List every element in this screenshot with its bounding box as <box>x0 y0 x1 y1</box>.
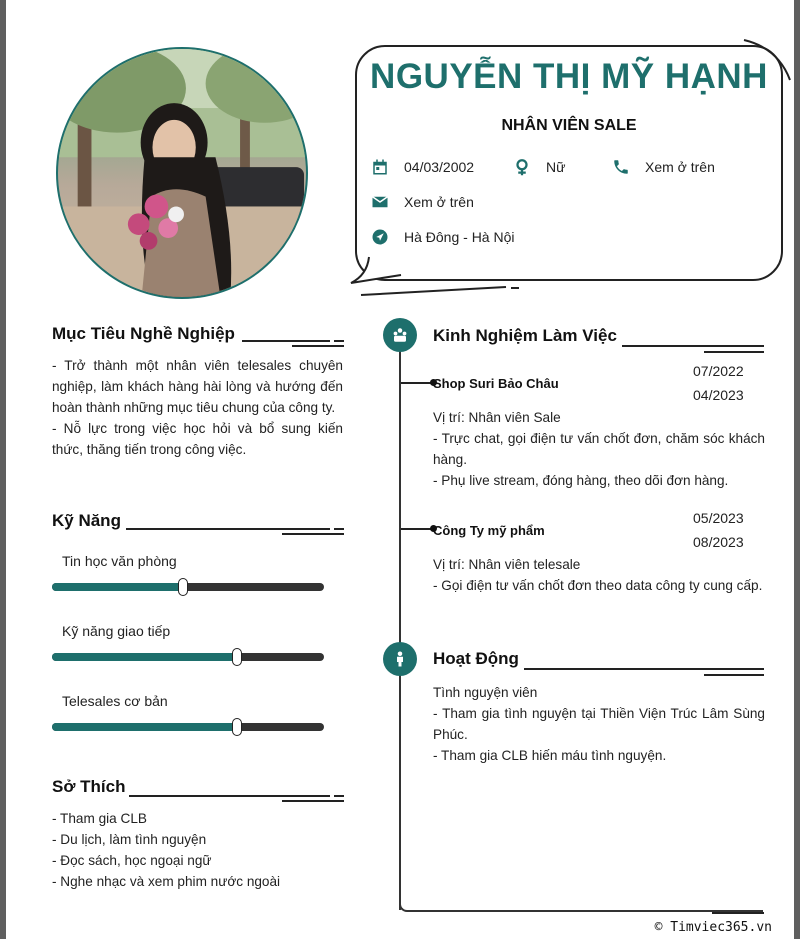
job-position: Vị trí: Nhân viên Sale <box>433 410 561 425</box>
skill-bar-knob <box>232 718 242 736</box>
activities-heading: Hoạt Động <box>433 649 519 668</box>
address-value: Hà Đông - Hà Nội <box>404 229 515 245</box>
timeline-tick <box>401 382 431 384</box>
objective-text <box>52 355 343 460</box>
heading-dash <box>334 340 344 342</box>
heading-underline <box>126 528 330 530</box>
gender-row <box>512 157 565 177</box>
heading-dash <box>704 351 764 353</box>
skill-bar-knob <box>232 648 242 666</box>
skill-label: Tin học văn phòng <box>62 553 177 569</box>
email-row <box>370 192 474 212</box>
heading-dash <box>334 528 344 530</box>
job-start-date: 05/2023 <box>693 510 744 526</box>
skill-bar-knob <box>178 578 188 596</box>
job-duty: - Phụ live stream, đóng hàng, theo dõi đơn hàng. <box>433 473 729 488</box>
person-icon <box>383 642 417 676</box>
activities-text <box>433 682 765 766</box>
skill-bar-fill <box>52 653 237 661</box>
phone-value: Xem ở trên <box>645 159 715 175</box>
mail-icon <box>370 192 390 212</box>
timeline-line <box>399 335 401 910</box>
gender-value: Nữ <box>546 159 566 175</box>
job-end-date: 08/2023 <box>693 534 744 550</box>
heading-underline <box>622 345 764 347</box>
hobby-item: - Du lịch, làm tình nguyện <box>52 832 207 847</box>
objective-line-2: - Nỗ lực trong việc học hỏi và bổ sung kiến thức, thăng tiến trong công việc. <box>52 421 343 457</box>
hobbies-heading: Sở Thích <box>52 777 126 796</box>
profile-photo <box>56 47 308 299</box>
heading-dash <box>712 912 764 914</box>
job-description <box>433 407 765 491</box>
job-end-date: 04/2023 <box>693 387 744 403</box>
address-row <box>370 227 515 247</box>
job-description <box>433 554 765 596</box>
company-name: Công Ty mỹ phẩm <box>433 523 545 538</box>
company-name: Shop Suri Bảo Châu <box>433 376 559 391</box>
footer-brand[interactable]: © Timviec365.vn <box>654 920 772 935</box>
heading-underline <box>524 668 764 670</box>
heading-underline <box>129 795 330 797</box>
heading-dash <box>704 674 764 676</box>
birthday-value: 04/03/2002 <box>404 159 475 175</box>
heading-dash <box>292 345 344 347</box>
email-value: Xem ở trên <box>404 194 474 210</box>
job-position: Vị trí: Nhân viên telesale <box>433 557 581 572</box>
heading-underline <box>242 340 330 342</box>
activity-line: - Tham gia tình nguyện tại Thiền Viện Trúc Lâm Sùng Phúc. <box>433 706 765 742</box>
skill-label: Kỹ năng giao tiếp <box>62 623 171 639</box>
activity-line: Tình nguyện viên <box>433 685 538 700</box>
hobby-item: - Tham gia CLB <box>52 811 147 826</box>
skill-label: Telesales cơ bản <box>62 693 168 709</box>
job-start-date: 07/2022 <box>693 363 744 379</box>
timeline-tick <box>401 528 431 530</box>
job-duty: - Gọi điện tư vấn chốt đơn theo data công ty cung cấp. <box>433 578 763 593</box>
hobbies-list <box>52 808 343 892</box>
objective-line-1: - Trở thành một nhân viên telesales chuyên nghiệp, làm khách hàng hài lòng và hướng đến hoàn thành những mục tiêu chung của công ty. <box>52 358 343 415</box>
birthday-row <box>370 157 474 177</box>
phone-row <box>611 157 715 177</box>
heading-dash <box>334 795 344 797</box>
cv-page <box>6 0 794 939</box>
timeline-bottom-line <box>399 904 763 912</box>
hobby-item: - Đọc sách, học ngoại ngữ <box>52 853 212 868</box>
bubble-tail-decoration <box>341 255 521 300</box>
calendar-icon <box>370 157 390 177</box>
heading-dash <box>282 800 344 802</box>
gender-icon <box>512 157 532 177</box>
skills-heading: Kỹ Năng <box>52 511 121 530</box>
job-title: NHÂN VIÊN SALE <box>501 117 637 134</box>
briefcase-icon <box>383 318 417 352</box>
heading-dash <box>282 533 344 535</box>
location-icon <box>370 227 390 247</box>
phone-icon <box>611 157 631 177</box>
skill-bar-fill <box>52 723 237 731</box>
job-duty: - Trực chat, gọi điện tư vấn chốt đơn, chăm sóc khách hàng. <box>433 431 765 467</box>
hobby-item: - Nghe nhạc và xem phim nước ngoài <box>52 874 281 889</box>
candidate-name: NGUYỄN THỊ MỸ HẠNH <box>370 57 768 96</box>
objective-heading: Mục Tiêu Nghề Nghiệp <box>52 324 235 343</box>
skill-bar-fill <box>52 583 183 591</box>
activity-line: - Tham gia CLB hiến máu tình nguyện. <box>433 748 667 763</box>
experience-heading: Kinh Nghiệm Làm Việc <box>433 326 617 345</box>
